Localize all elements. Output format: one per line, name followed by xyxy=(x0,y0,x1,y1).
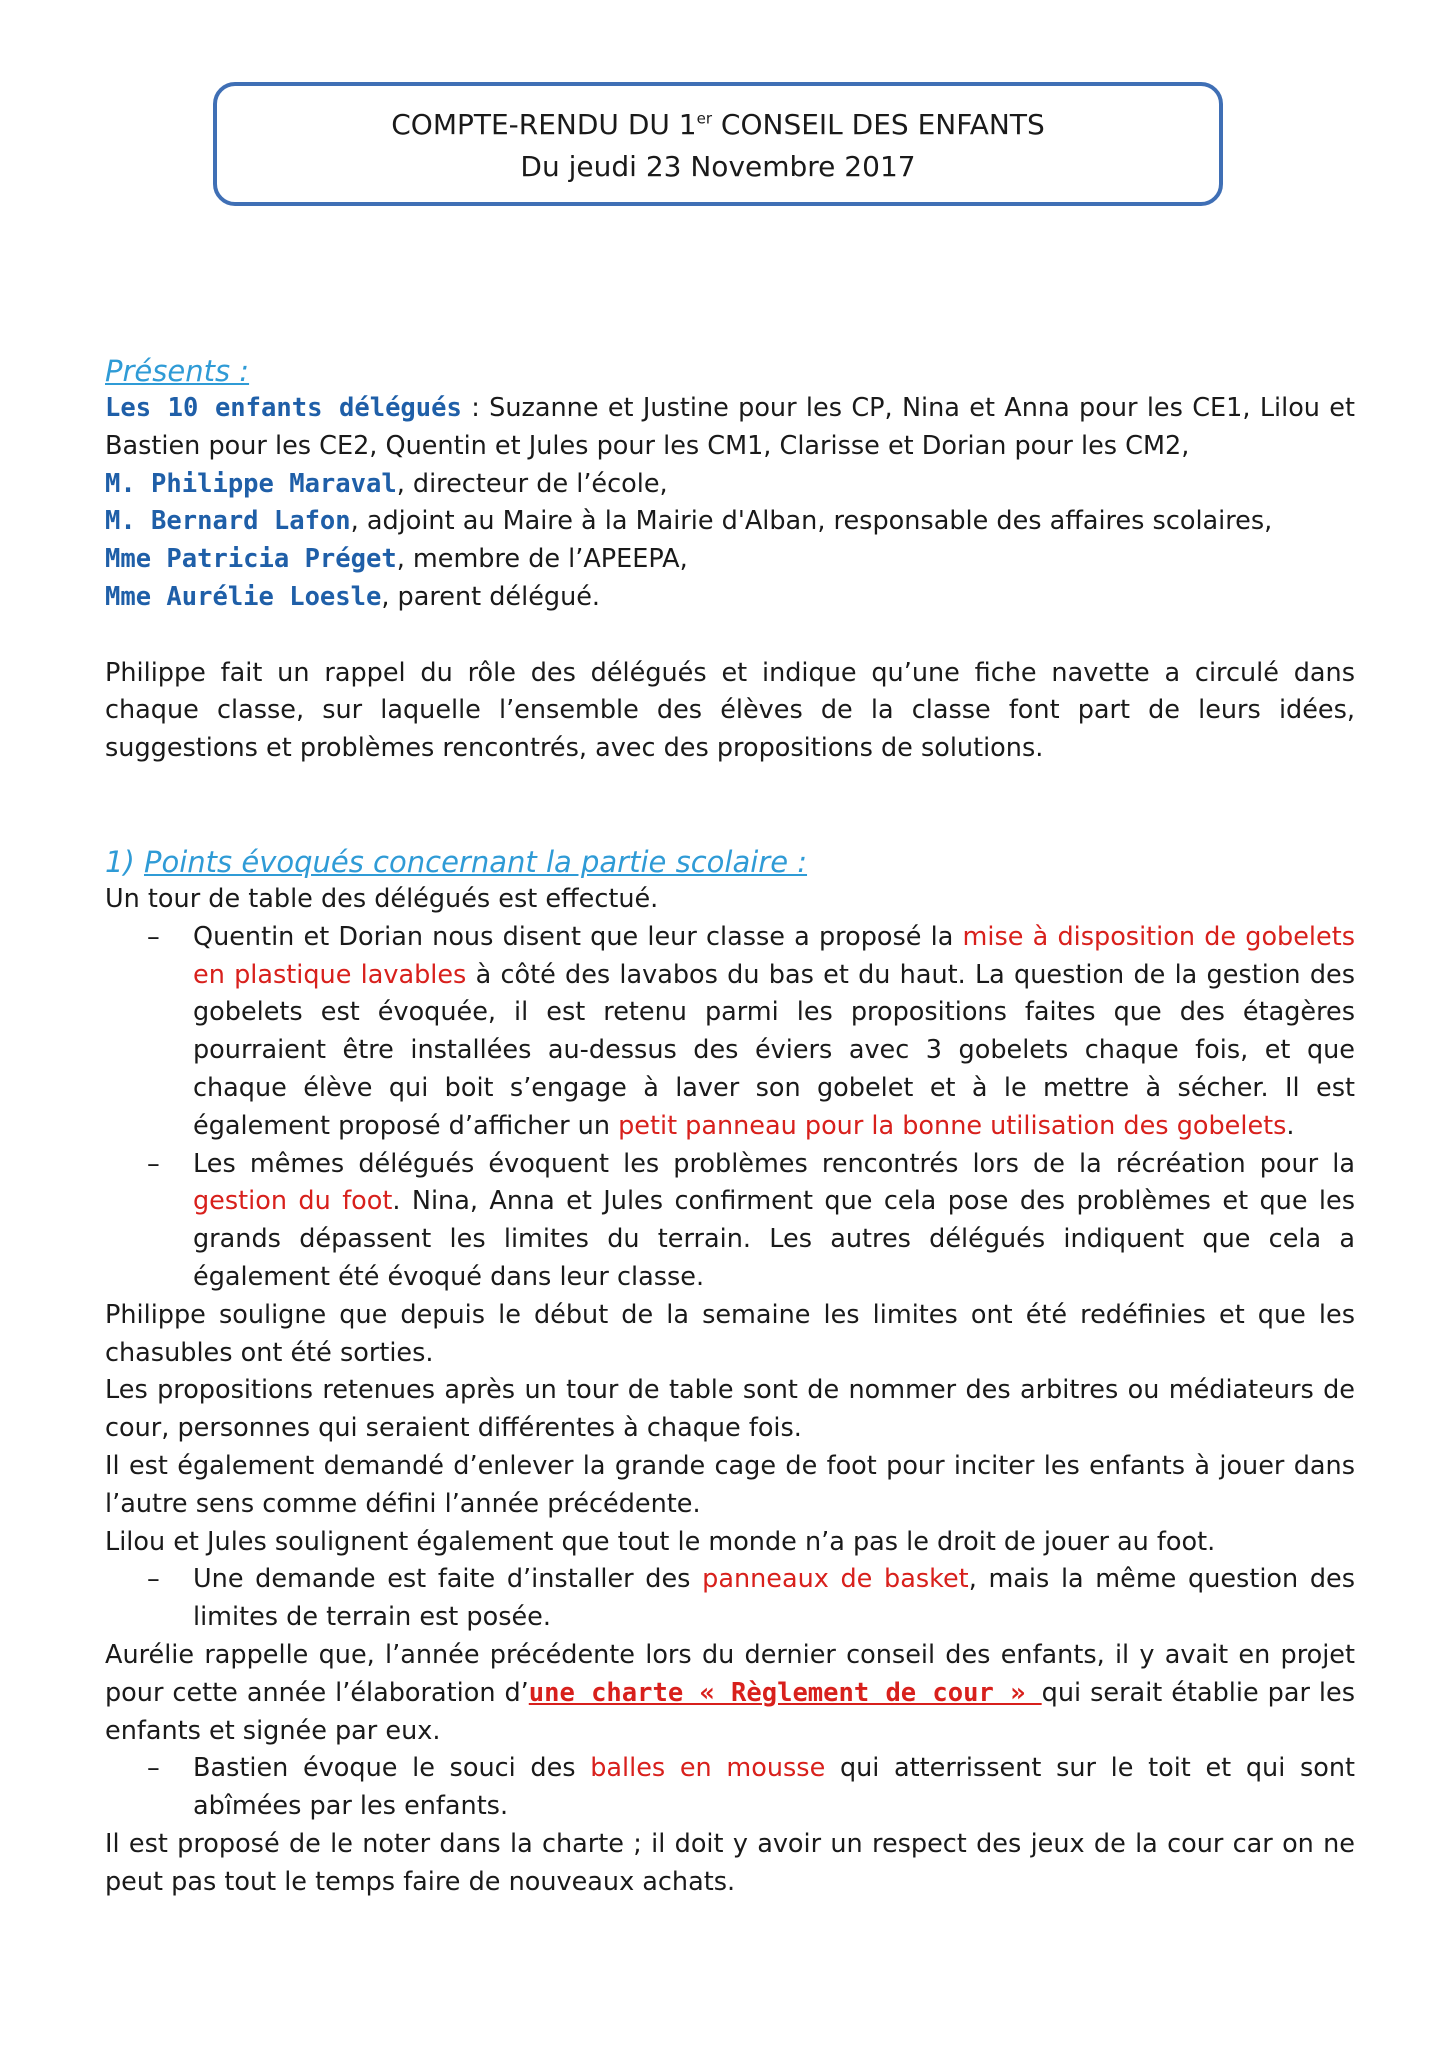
highlight-text: gestion du foot xyxy=(193,1186,393,1217)
text-span: . Nina, Anna et Jules confirment que cela pose des problèmes et que les grands dépassent les limites du terrain. Les autres délégués indiquent que cela a également été évoqué dans leur classe. xyxy=(193,1186,1355,1292)
document-body xyxy=(105,352,1355,1901)
highlight-text: balles en mousse xyxy=(590,1753,826,1784)
paragraph-droit: Lilou et Jules soulignent également que tout le monde n’a pas le droit de jouer au foot. xyxy=(105,1526,1216,1557)
bullet-text xyxy=(193,1561,1355,1637)
presents-apeepa xyxy=(105,541,1355,579)
presents-text: : Suzanne et Justine pour les CP, Nina et Anna pour les CE1, Lilou et Bastien pour les CE2, Quentin et Jules pour les CM1, Clarisse et Dorian pour les CM2, xyxy=(105,393,1355,461)
presents-heading-text: Présents : xyxy=(105,354,250,388)
presents-text: , directeur de l’école, xyxy=(396,468,668,499)
highlight-text: mise à disposition de gobelets en plastique lavables xyxy=(193,921,1355,990)
bullet-dash: – xyxy=(147,921,160,952)
presents-name: Mme Aurélie Loesle xyxy=(105,581,382,612)
text-span: Quentin et Dorian nous disent que leur classe a proposé la xyxy=(193,921,963,952)
bullet-text xyxy=(193,1750,1355,1826)
section-1-heading-text: Points évoqués concernant la partie scolaire : xyxy=(143,844,808,879)
presents-name: M. Bernard Lafon xyxy=(105,506,351,537)
bullet-basket xyxy=(105,1561,1355,1637)
text-span: . xyxy=(1286,1110,1295,1141)
text-span: qui atterrissent sur le toit et qui sont abîmées par les enfants. xyxy=(193,1753,1355,1822)
text-span: Bastien évoque le souci des xyxy=(193,1753,591,1784)
section-number: 1) xyxy=(105,844,144,879)
presents-children xyxy=(105,390,1355,466)
highlight-text: panneaux de basket xyxy=(702,1564,969,1595)
presents-director xyxy=(105,466,1355,504)
bullet-text xyxy=(193,919,1355,1146)
text-span: qui serait établie par les enfants et signée par eux. xyxy=(105,1677,1355,1746)
title-part: CONSEIL DES ENFANTS xyxy=(712,108,1045,141)
paragraph-charte xyxy=(105,1637,1355,1750)
presents-text: , adjoint au Maire à la Mairie d'Alban, responsable des affaires scolaires, xyxy=(350,506,1273,537)
paragraph-limites: Philippe souligne que depuis le début de la semaine les limites ont été redéfinies et que les chasubles ont été sorties. xyxy=(105,1299,1355,1368)
title-superscript: er xyxy=(696,109,713,128)
highlight-text: petit panneau pour la bonne utilisation des gobelets xyxy=(618,1110,1287,1141)
paragraph-cage: Il est également demandé d’enlever la grande cage de foot pour inciter les enfants à jouer dans l’autre sens comme défini l’année précédente. xyxy=(105,1450,1355,1519)
bullet-dash: – xyxy=(147,1148,160,1179)
title-box xyxy=(213,82,1223,206)
text-span: Les mêmes délégués évoquent les problèmes rencontrés lors de la récréation pour la xyxy=(193,1148,1355,1179)
presents-name: Mme Patricia Préget xyxy=(105,544,397,575)
bullet-dash: – xyxy=(147,1753,160,1784)
title-line-2: Du jeudi 23 Novembre 2017 xyxy=(520,150,916,183)
presents-name: M. Philippe Maraval xyxy=(105,468,397,499)
presents-text: , membre de l’APEEPA, xyxy=(396,544,688,575)
section-1-heading xyxy=(105,843,1355,881)
text-span: Une demande est faite d’installer des xyxy=(193,1564,703,1595)
presents-parent xyxy=(105,579,1355,617)
tour-de-table: Un tour de table des délégués est effectué. xyxy=(105,883,659,914)
paragraph-respect: Il est proposé de le noter dans la charte ; il doit y avoir un respect des jeux de la cour car on ne peut pas tout le temps faire de nouveaux achats. xyxy=(105,1828,1355,1897)
text-span: Aurélie rappelle que, l’année précédente lors du dernier conseil des enfants, il y avait en projet pour cette année l’élaboration d’ xyxy=(105,1639,1355,1708)
presents-heading xyxy=(105,352,1355,390)
text-span: à côté des lavabos du bas et du haut. La question de la gestion des gobelets est évoquée, il est retenu parmi les propositions faites que des étagères pourraient être installées au-dessus des éviers avec 3 gobelets chaque fois, et que chaque élève qui boit s’engage à laver son gobelet et à le mettre à sécher. Il est également proposé d’afficher un xyxy=(193,959,1355,1141)
bullet-foot xyxy=(105,1146,1355,1297)
bullet-text xyxy=(193,1146,1355,1297)
intro-paragraph: Philippe fait un rappel du rôle des délégués et indique qu’une fiche navette a circulé dans chaque classe, sur laquelle l’ensemble des élèves de la classe font part de leurs idées, suggestions et problèmes rencontrés, avec des propositions de solutions. xyxy=(105,657,1355,764)
highlight-text: une charte « Règlement de cour » xyxy=(528,1677,1042,1708)
presents-text: , parent délégué. xyxy=(381,581,601,612)
presents-name: Les 10 enfants délégués xyxy=(105,393,462,423)
title-part: COMPTE-RENDU DU 1 xyxy=(391,108,697,141)
paragraph-arbitres: Les propositions retenues après un tour de table sont de nommer des arbitres ou médiateurs de cour, personnes qui seraient différentes à chaque fois. xyxy=(105,1375,1355,1444)
bullet-gobelets xyxy=(105,919,1355,1146)
text-span: , mais la même question des limites de terrain est posée. xyxy=(193,1564,1356,1633)
bullet-balles xyxy=(105,1750,1355,1826)
title-line-1 xyxy=(217,104,1219,146)
presents-deputy-mayor xyxy=(105,503,1355,541)
bullet-dash: – xyxy=(147,1564,160,1595)
